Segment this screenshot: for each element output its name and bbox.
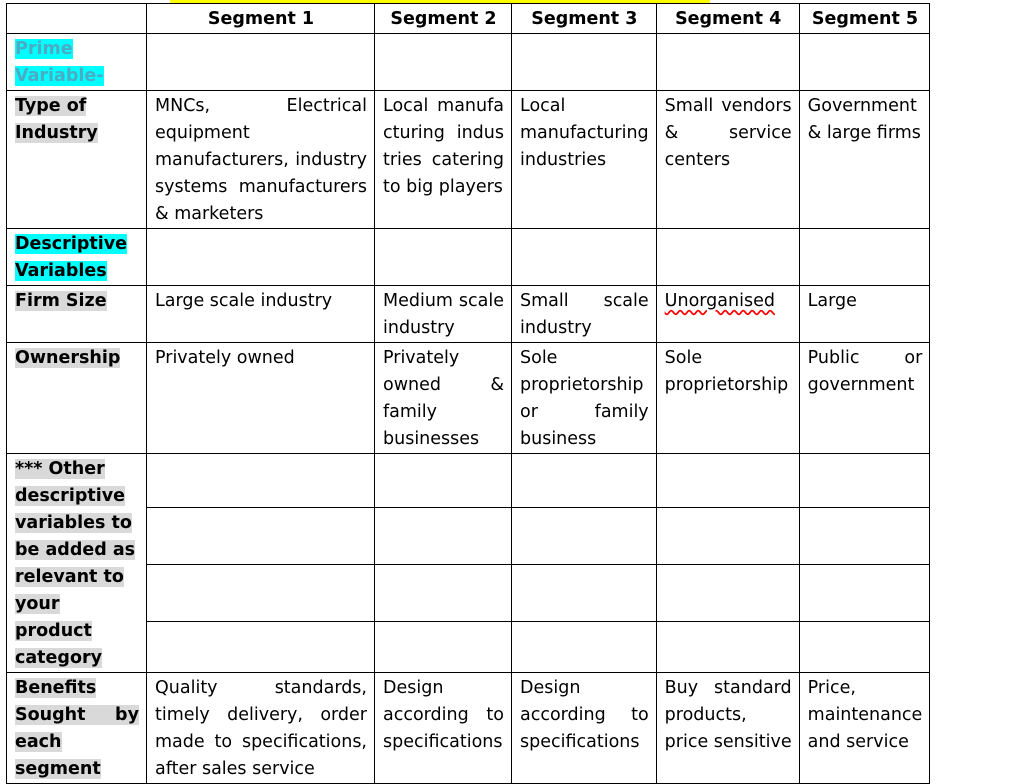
type-of-industry-segment-3: Local manufacturing industries (512, 91, 657, 229)
firm-size-segment-2: Medium scale industry (375, 286, 512, 343)
type-of-industry-label: Type of Industry (15, 96, 98, 143)
header-segment-5: Segment 5 (799, 4, 930, 34)
firm-size-segment-4-cell (656, 286, 799, 343)
benefits-sought-segment-3: Design according to specifications (512, 673, 657, 784)
benefits-sought-segment-5: Price, maintenance and service (799, 673, 930, 784)
benefits-sought-label-cell (7, 673, 147, 784)
ownership-label: Ownership (15, 348, 121, 368)
header-segment-3: Segment 3 (512, 4, 657, 34)
prime-variable-label-cell (7, 34, 147, 91)
prime-variable-row (7, 34, 930, 91)
type-of-industry-segment-5: Government & large firms (799, 91, 930, 229)
firm-size-segment-3: Small scale industry (512, 286, 657, 343)
descriptive-variables-label-cell (7, 229, 147, 286)
firm-size-segment-5: Large (799, 286, 930, 343)
segmentation-table (6, 3, 930, 784)
ownership-label-cell (7, 343, 147, 454)
ownership-segment-4: Sole proprietorship (656, 343, 799, 454)
ownership-row (7, 343, 930, 454)
header-corner-cell (7, 4, 147, 34)
header-segment-2: Segment 2 (375, 4, 512, 34)
ownership-segment-3: Sole proprietorship or family business (512, 343, 657, 454)
prime-variable-label: Prime Variable- (15, 39, 104, 86)
firm-size-segment-4: Unorganised (664, 291, 775, 311)
benefits-sought-segment-2: Design according to specifications (375, 673, 512, 784)
header-segment-4: Segment 4 (656, 4, 799, 34)
benefits-sought-segment-4: Buy standard products, price sensitive (656, 673, 799, 784)
descriptive-variables-row (7, 229, 930, 286)
other-descriptive-label: *** Other descriptive variables to be added as relevant to your product category (15, 459, 136, 668)
ownership-segment-2: Privately owned & family businesses (375, 343, 512, 454)
ownership-segment-5: Public or government (799, 343, 930, 454)
firm-size-label: Firm Size (15, 291, 107, 311)
firm-size-label-cell (7, 286, 147, 343)
ownership-segment-1: Privately owned (147, 343, 375, 454)
descriptive-variables-label: Descriptive Variables (15, 234, 127, 281)
header-segment-1: Segment 1 (147, 4, 375, 34)
benefits-sought-segment-1: Quality standards, timely delivery, order made to specifications, after sales service (147, 673, 375, 784)
other-descriptive-label-cell (7, 454, 147, 673)
type-of-industry-segment-2: Local manufacturing industries catering to big players (375, 91, 512, 229)
type-of-industry-row (7, 91, 930, 229)
firm-size-segment-1: Large scale industry (147, 286, 375, 343)
type-of-industry-segment-4: Small vendors & service centers (656, 91, 799, 229)
firm-size-row (7, 286, 930, 343)
benefits-sought-label: Benefits Sought by each segment (15, 678, 139, 779)
type-of-industry-label-cell (7, 91, 147, 229)
other-descriptive-row (7, 454, 930, 508)
benefits-sought-row (7, 673, 930, 784)
header-row (7, 4, 930, 34)
type-of-industry-segment-1: MNCs, Electrical equipment manufacturers, industry systems manufacturers & marketers (147, 91, 375, 229)
